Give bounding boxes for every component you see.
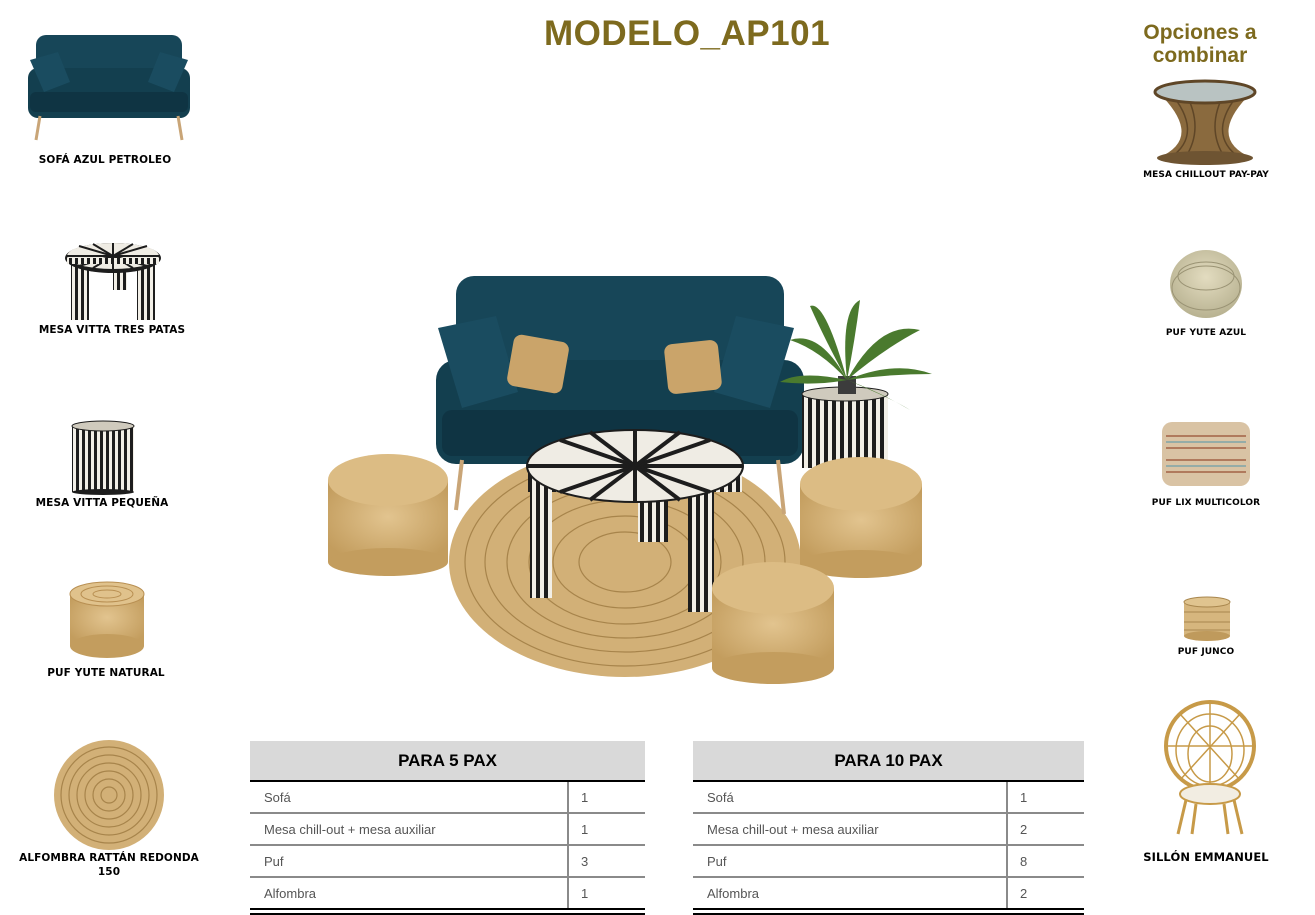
row-qty: 1 [568,781,645,813]
caption-mesa-vitta-tres-patas: MESA VITTA TRES PATAS [38,324,186,336]
mesa-vitta-tres-patas-thumbnail [63,240,163,328]
row-qty: 2 [1007,813,1084,845]
row-item: Puf [693,845,1007,877]
puf-lix-multicolor-thumbnail [1160,416,1252,494]
caption-puf-junco: PUF JUNCO [1177,647,1235,657]
table-bottom-rule [693,908,1084,915]
options-title: Opciones a combinar [1143,21,1257,67]
table-row [693,813,1084,845]
row-qty: 3 [568,845,645,877]
caption-mesa-chillout-pay-pay: MESA CHILLOUT PAY-PAY [1143,170,1269,180]
table-row [250,781,645,813]
table-row [693,781,1084,813]
mesa-vitta-pequena-thumbnail [70,420,136,500]
table-5-pax-header: PARA 5 PAX [250,741,645,781]
caption-sillon-emmanuel: SILLÓN EMMANUEL [1143,850,1269,864]
row-qty: 8 [1007,845,1084,877]
table-row [693,845,1084,877]
caption-puf-lix-multicolor: PUF LIX MULTICOLOR [1151,498,1261,508]
table-bottom-rule [250,908,645,915]
row-item: Mesa chill-out + mesa auxiliar [250,813,568,845]
table-row [250,877,645,908]
row-item: Alfombra [264,885,317,901]
row-item: Alfombra [707,885,760,901]
table-row [693,877,1084,908]
table-10-pax-header: PARA 10 PAX [693,741,1084,781]
row-item: Puf [250,845,568,877]
row-qty: 1 [1007,781,1084,813]
row-qty: 1 [568,813,645,845]
puf-yute-natural-thumbnail [68,580,146,664]
sofa-thumbnail [24,30,194,149]
living-set-composition [320,270,940,694]
row-item: Sofá [693,781,1007,813]
caption-puf-yute-azul: PUF YUTE AZUL [1165,328,1247,338]
mesa-chillout-pay-pay-thumbnail [1150,78,1260,172]
row-qty: 2 [1007,877,1084,908]
sillon-emmanuel-thumbnail [1162,700,1258,842]
table-10-pax [693,741,1084,915]
table-row [250,813,645,845]
caption-mesa-vitta-pequena: MESA VITTA PEQUEÑA [35,497,169,509]
row-item: Mesa chill-out + mesa auxiliar [693,813,1007,845]
caption-puf-yute-natural: PUF YUTE NATURAL [47,667,165,679]
puf-junco-thumbnail [1182,596,1232,646]
puf-yute-azul-thumbnail [1168,246,1244,324]
caption-sofa-azul-petroleo: SOFÁ AZUL PETROLEO [38,154,172,166]
alfombra-rattan-thumbnail [52,738,166,856]
table-row [250,845,645,877]
caption-alfombra-rattan: ALFOMBRA RATTÁN REDONDA 150 [19,852,199,878]
row-item: Sofá [250,781,568,813]
row-qty: 1 [568,877,645,908]
table-5-pax [250,741,645,915]
page-title: MODELO_AP101 [543,14,831,53]
